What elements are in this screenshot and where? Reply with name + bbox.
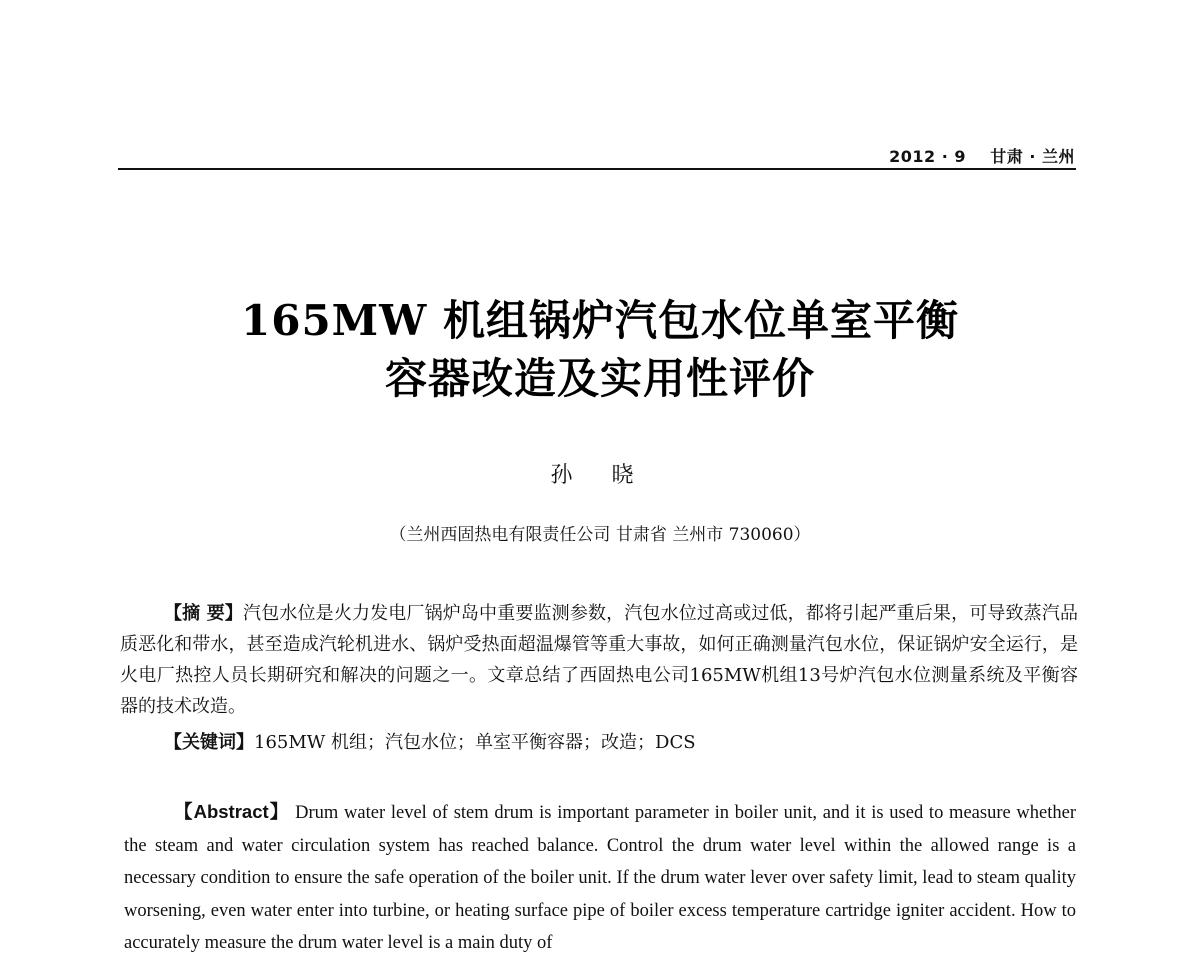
paper-title [0,292,1200,408]
abstract-english-text: Drum water level of stem drum is important parameter in boiler unit, and it is used to measure whether the steam and water circulation system has reached balance. Control the drum water level within the allowed range is a necessary condition to ensure the safe operation of the boiler unit. If the drum water lever over safety limit, lead to steam quality worsening, even water enter into turbine, or heating surface pipe of boiler excess temperature cartridge igniter accident. How to accurately measure the drum water level is a main duty of [124,803,1077,953]
abstract-english-label: 【Abstract】 [174,801,290,822]
abstract-chinese [120,598,1078,722]
paper-title-line-1: 165MW 机组锅炉汽包水位单室平衡 [241,296,959,345]
author-affiliation: （兰州西固热电有限责任公司 甘肃省 兰州市 730060） [389,525,811,545]
header-rule [118,168,1076,170]
issue-date: 2012 · 9 [889,147,966,166]
issue-location: 甘肃 · 兰州 [990,147,1075,166]
paper-title-line-2: 容器改造及实用性评价 [384,354,815,403]
author-name: 孙 晓 [550,463,650,488]
page-header-meta [889,144,1075,167]
abstract-english [124,796,1076,960]
abstract-chinese-text: 汽包水位是火力发电厂锅炉岛中重要监测参数，汽包水位过高或过低，都将引起严重后果，可导致蒸汽品质恶化和带水，甚至造成汽轮机进水、锅炉受热面超温爆管等重大事故，如何正确测量汽包水位，保证锅炉安全运行，是火电厂热控人员长期研究和解决的问题之一。文章总结了西固热电公司165MW机组13号炉汽包水位测量系统及平衡容器的技术改造。 [120,603,1078,717]
keywords-chinese-label: 【关键词】 [164,732,254,753]
keywords-chinese-text: 165MW 机组；汽包水位；单室平衡容器；改造；DCS [254,732,696,753]
keywords-chinese [164,727,1078,758]
abstract-chinese-label: 【摘 要】 [164,603,244,624]
